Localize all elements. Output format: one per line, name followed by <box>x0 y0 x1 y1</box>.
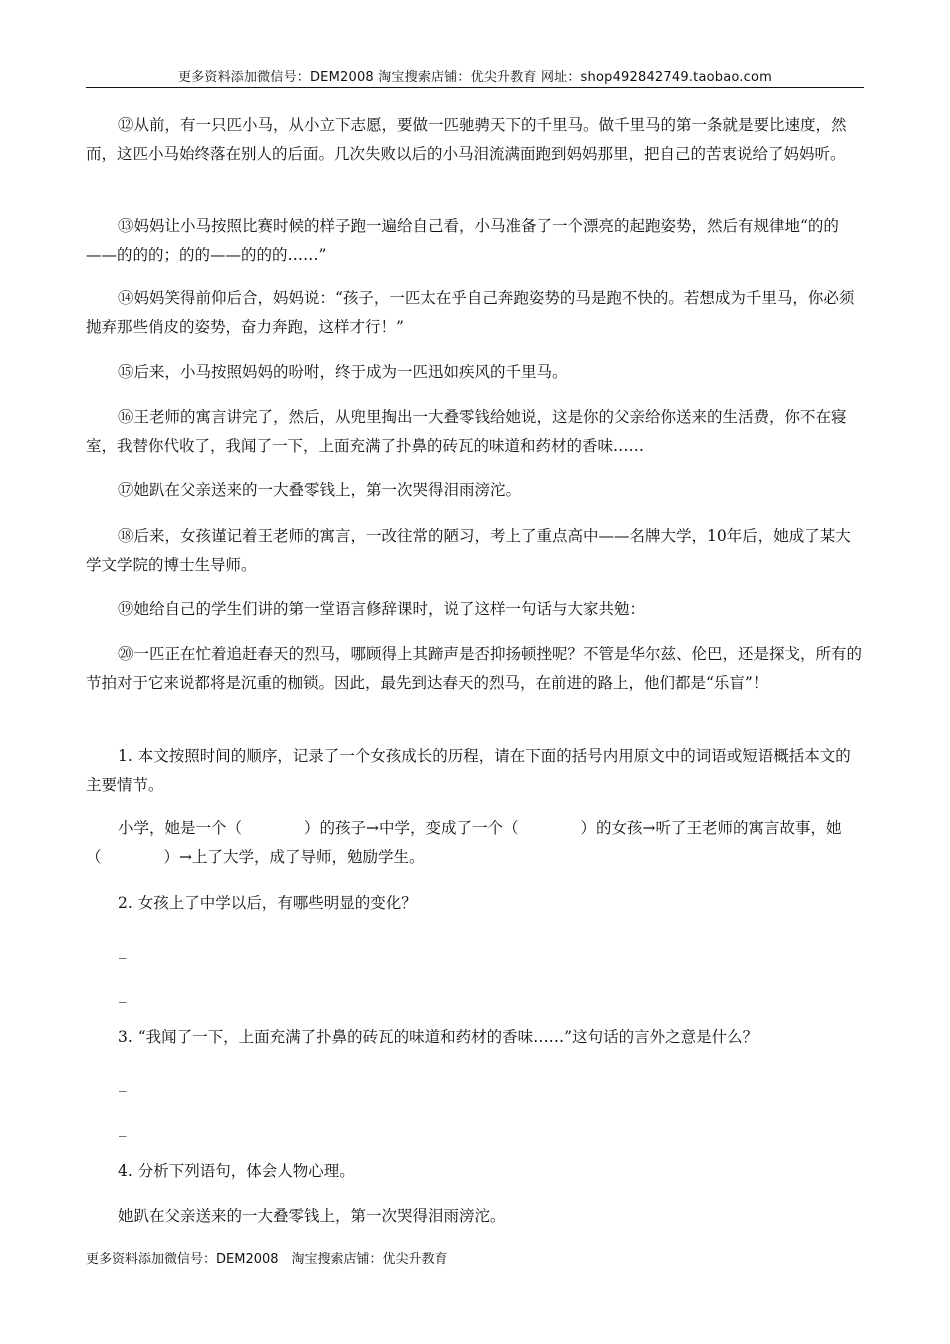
question-2: 2. 女孩上了中学以后，有哪些明显的变化？ <box>118 894 417 912</box>
paragraph-14: ⑭妈妈笑得前仰后合，妈妈说：“孩子，一匹太在乎自己奔跑姿势的马是跑不快的。若想成为千里马，你必须抛弃那些俏皮的姿势，奋力奔跑，这样才行！” <box>86 289 855 336</box>
answer-blank[interactable]: _ <box>119 1119 127 1137</box>
question-3: 3. “我闻了一下，上面充满了扑鼻的砖瓦的味道和药材的香味……”这句话的言外之意是什么？ <box>118 1028 759 1046</box>
paragraph-16: ⑯王老师的寓言讲完了，然后，从兜里掏出一大叠零钱给她说，这是你的父亲给你送来的生活费，你不在寝室，我替你代收了，我闻了一下，上面充满了扑鼻的砖瓦的味道和药材的香味…… <box>86 408 847 455</box>
question-1-fill-in: 小学，她是一个（ ）的孩子→中学，变成了一个（ ）的女孩→听了王老师的寓言故事，她（ ）→上了大学，成了导师，勉励学生。 <box>86 819 842 866</box>
paragraph-15: ⑮后来，小马按照妈妈的吩咐，终于成为一匹迅如疾风的千里马。 <box>118 363 568 381</box>
page-footer: 更多资料添加微信号：DEM2008 淘宝搜索店铺：优尖升教育 <box>86 1252 448 1267</box>
paragraph-18: ⑱后来，女孩谨记着王老师的寓言，一改往常的陋习，考上了重点高中——名牌大学，10年后，她成了某大学文学院的博士生导师。 <box>86 527 851 574</box>
page-header: 更多资料添加微信号：DEM2008 淘宝搜索店铺：优尖升教育 网址：shop492842749.taobao.com <box>177 70 773 85</box>
answer-blank[interactable]: _ <box>119 1074 127 1092</box>
header-divider <box>86 87 864 88</box>
question-4: 4. 分析下列语句，体会人物心理。 <box>118 1162 355 1180</box>
answer-blank[interactable]: _ <box>119 941 127 959</box>
paragraph-13: ⑬妈妈让小马按照比赛时候的样子跑一遍给自己看，小马准备了一个漂亮的起跑姿势，然后有规律地“的的——的的的；的的——的的的……” <box>86 217 839 264</box>
question-1: 1. 本文按照时间的顺序，记录了一个女孩成长的历程，请在下面的括号内用原文中的词语或短语概括本文的主要情节。 <box>86 747 851 794</box>
answer-blank[interactable]: _ <box>119 985 127 1003</box>
paragraph-20: ⑳一匹正在忙着追赶春天的烈马，哪顾得上其蹄声是否抑扬顿挫呢？不管是华尔兹、伦巴，还是探戈，所有的节拍对于它来说都将是沉重的枷锁。因此，最先到达春天的烈马，在前进的路上，他们都是“乐盲”！ <box>86 645 863 692</box>
question-4-sentence: 她趴在父亲送来的一大叠零钱上，第一次哭得泪雨滂沱。 <box>118 1207 506 1225</box>
paragraph-17: ⑰她趴在父亲送来的一大叠零钱上，第一次哭得泪雨滂沱。 <box>118 481 522 499</box>
paragraph-12: ⑫从前，有一只匹小马，从小立下志愿，要做一匹驰骋天下的千里马。做千里马的第一条就是要比速度，然而，这匹小马始终落在别人的后面。几次失败以后的小马泪流满面跑到妈妈那里，把自己的苦衷说给了妈妈听。 <box>86 116 847 163</box>
paragraph-19: ⑲她给自己的学生们讲的第一堂语言修辞课时，说了这样一句话与大家共勉： <box>118 600 646 618</box>
